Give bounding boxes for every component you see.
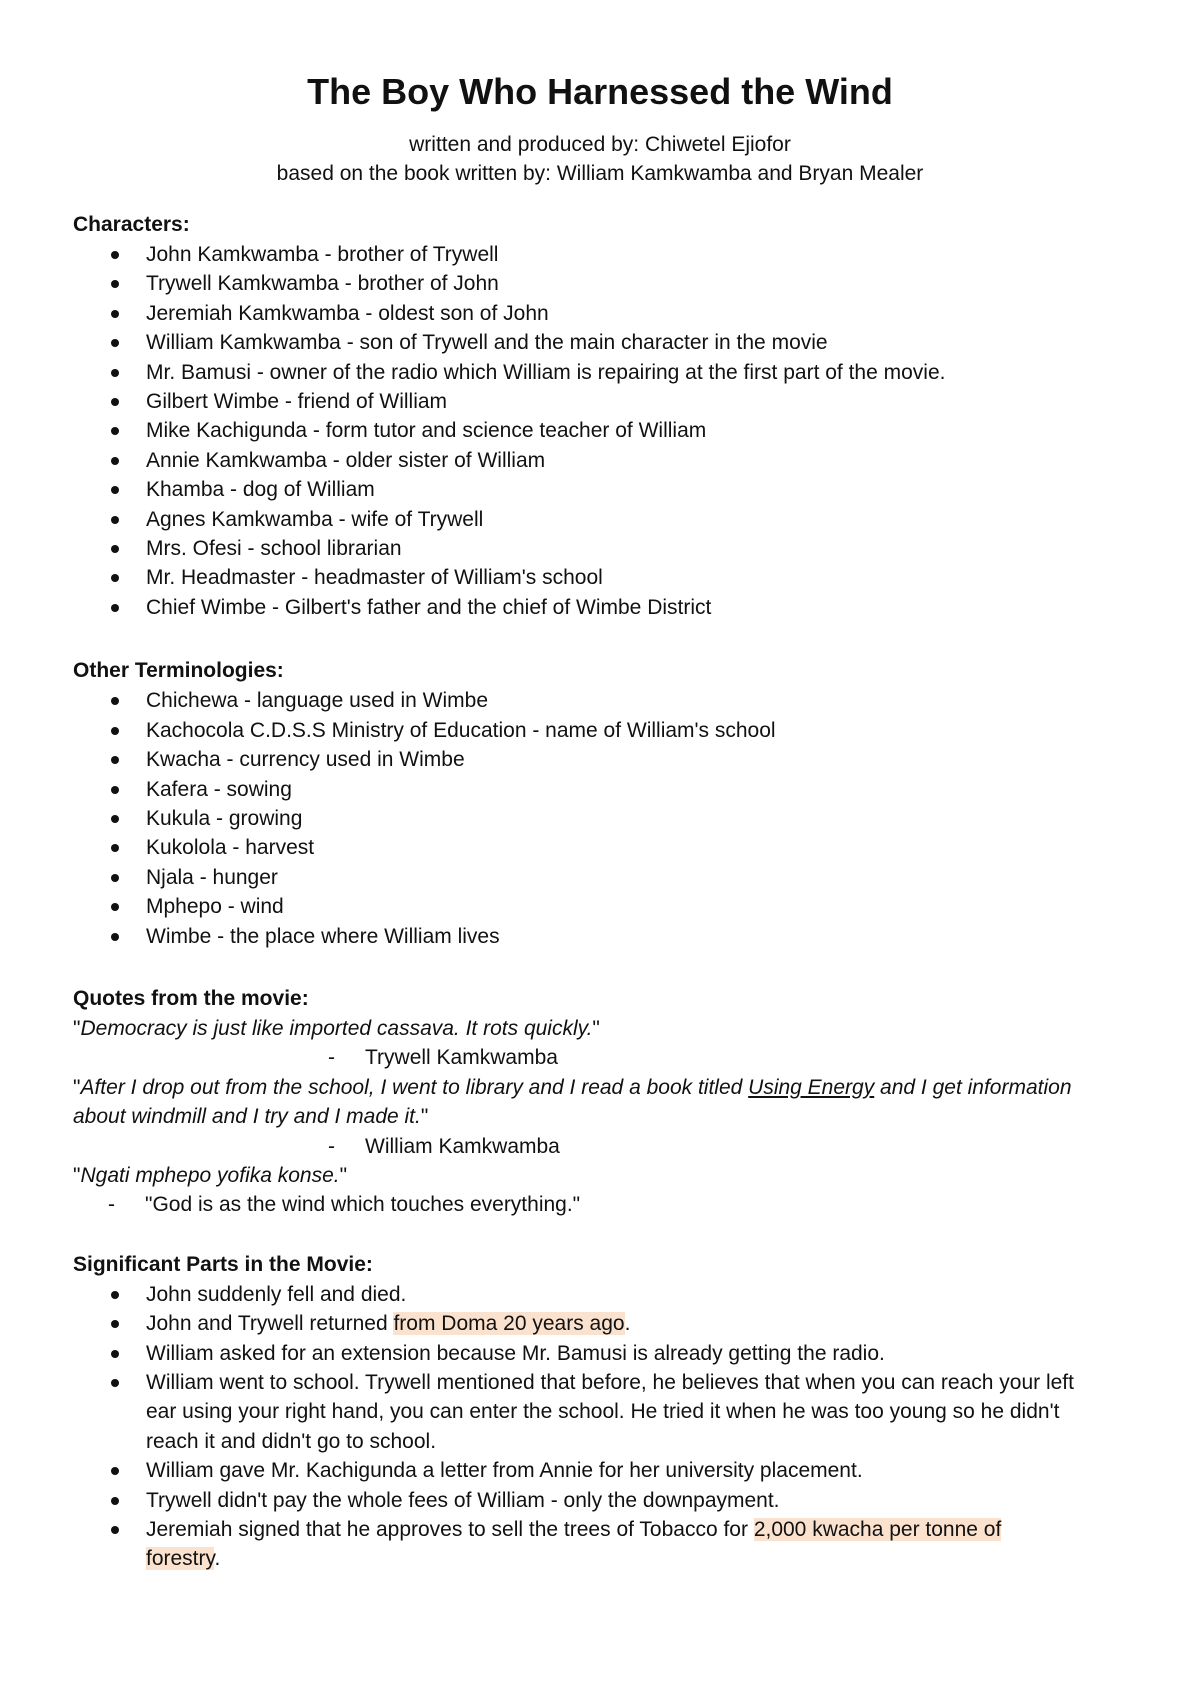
quote-2-text-a: After I drop out from the school, I went to library and I read a book titled xyxy=(80,1075,749,1099)
list-item: Agnes Kamkwamba - wife of Trywell xyxy=(73,505,1127,534)
list-item: Chief Wimbe - Gilbert's father and the chief of Wimbe District xyxy=(73,593,1127,622)
quote-2-attribution xyxy=(73,1132,1127,1161)
quote-2-text-b: and I get information xyxy=(874,1075,1072,1099)
list-item xyxy=(73,1368,1127,1456)
terminologies-section xyxy=(73,656,1127,951)
list-item: Mrs. Ofesi - school librarian xyxy=(73,534,1127,563)
quotes-section xyxy=(73,984,1127,1220)
quote-3-translation-line xyxy=(73,1190,1127,1219)
terminologies-list xyxy=(73,686,1127,951)
list-item: Chichewa - language used in Wimbe xyxy=(73,686,1127,715)
quote-3: "Ngati mphepo yofika konse." xyxy=(73,1163,348,1187)
list-item: Jeremiah Kamkwamba - oldest son of John xyxy=(73,299,1127,328)
list-item: John suddenly fell and died. xyxy=(73,1280,1127,1309)
highlighted-text: from Doma 20 years ago xyxy=(393,1312,625,1336)
part-7-end: . xyxy=(214,1547,221,1571)
list-item: Trywell Kamkwamba - brother of John xyxy=(73,269,1127,298)
quote-2-continued: about windmill and I try and I made it." xyxy=(73,1105,429,1129)
list-item: Mr. Bamusi - owner of the radio which William is repairing at the first part of the movie. xyxy=(73,358,1127,387)
list-item: Kukolola - harvest xyxy=(73,833,1127,862)
list-item: Mr. Headmaster - headmaster of William's school xyxy=(73,563,1127,592)
list-item: Khamba - dog of William xyxy=(73,475,1127,504)
part-7-line-2 xyxy=(146,1544,1127,1573)
list-item: John Kamkwamba - brother of Trywell xyxy=(73,240,1127,269)
list-item: William gave Mr. Kachigunda a letter from Annie for her university placement. xyxy=(73,1456,1127,1485)
list-item: Mphepo - wind xyxy=(73,892,1127,921)
part-2-end: . xyxy=(624,1312,631,1336)
part-4-line-2: ear using your right hand, you can enter the school. He tried it when he was too young so he didn't xyxy=(146,1400,1060,1424)
terminologies-heading: Other Terminologies: xyxy=(73,659,284,683)
quote-1: "Democracy is just like imported cassava. It rots quickly." xyxy=(73,1016,600,1040)
attribution-dash: - xyxy=(108,1193,115,1217)
quote-2-author: William Kamkwamba xyxy=(365,1134,560,1158)
credits-writer: written and produced by: Chiwetel Ejiofor xyxy=(409,133,791,156)
list-item: Trywell didn't pay the whole fees of William - only the downpayment. xyxy=(73,1486,1127,1515)
list-item: Annie Kamkwamba - older sister of William xyxy=(73,446,1127,475)
attribution-dash: - xyxy=(328,1134,335,1158)
list-item: Wimbe - the place where William lives xyxy=(73,922,1127,951)
significant-parts-heading: Significant Parts in the Movie: xyxy=(73,1252,373,1276)
characters-section xyxy=(73,210,1127,622)
list-item: Kwacha - currency used in Wimbe xyxy=(73,745,1127,774)
list-item: Gilbert Wimbe - friend of William xyxy=(73,387,1127,416)
part-4-line-3: reach it and didn't go to school. xyxy=(146,1429,437,1453)
part-7-line-1 xyxy=(146,1515,1127,1544)
quote-3-text: Ngati mphepo yofika konse. xyxy=(80,1163,340,1187)
quote-1-attribution xyxy=(73,1043,1127,1072)
attribution-dash: - xyxy=(328,1046,335,1070)
quotes-heading: Quotes from the movie: xyxy=(73,986,309,1010)
significant-parts-section xyxy=(73,1250,1127,1574)
characters-list xyxy=(73,240,1127,622)
highlighted-text: forestry xyxy=(146,1547,215,1571)
list-item: William asked for an extension because Mr. Bamusi is already getting the radio. xyxy=(73,1339,1127,1368)
quote-1-author: Trywell Kamkwamba xyxy=(365,1046,558,1070)
list-item: William Kamkwamba - son of Trywell and the main character in the movie xyxy=(73,328,1127,357)
list-item: Njala - hunger xyxy=(73,863,1127,892)
document-title: The Boy Who Harnessed the Wind xyxy=(307,71,893,112)
quote-1-text: Democracy is just like imported cassava. It rots quickly. xyxy=(80,1016,593,1040)
list-item xyxy=(73,1309,1127,1338)
part-2-text: John and Trywell returned xyxy=(146,1312,394,1336)
highlighted-text: 2,000 kwacha per tonne of xyxy=(753,1518,1002,1542)
part-4-line-1: William went to school. Trywell mentioned that before, he believes that when you can reach your left xyxy=(146,1371,1074,1394)
quote-2-book-title: Using Energy xyxy=(748,1075,875,1099)
list-item: Mike Kachigunda - form tutor and science teacher of William xyxy=(73,416,1127,445)
list-item xyxy=(73,1515,1127,1574)
quote-2-text-c: about windmill and I try and I made it. xyxy=(73,1105,421,1129)
significant-parts-list xyxy=(73,1280,1127,1574)
characters-heading: Characters: xyxy=(73,213,190,236)
list-item: Kafera - sowing xyxy=(73,775,1127,804)
list-item: Kachocola C.D.S.S Ministry of Education - name of William's school xyxy=(73,716,1127,745)
quote-2: "After I drop out from the school, I went to library and I read a book titled Using Energy and I get information xyxy=(73,1075,1072,1099)
credits xyxy=(73,130,1127,188)
part-7-text: Jeremiah signed that he approves to sell the trees of Tobacco for xyxy=(146,1518,754,1542)
quote-3-translation: "God is as the wind which touches everything." xyxy=(145,1193,581,1217)
list-item: Kukula - growing xyxy=(73,804,1127,833)
credits-book: based on the book written by: William Kamkwamba and Bryan Mealer xyxy=(276,162,924,185)
